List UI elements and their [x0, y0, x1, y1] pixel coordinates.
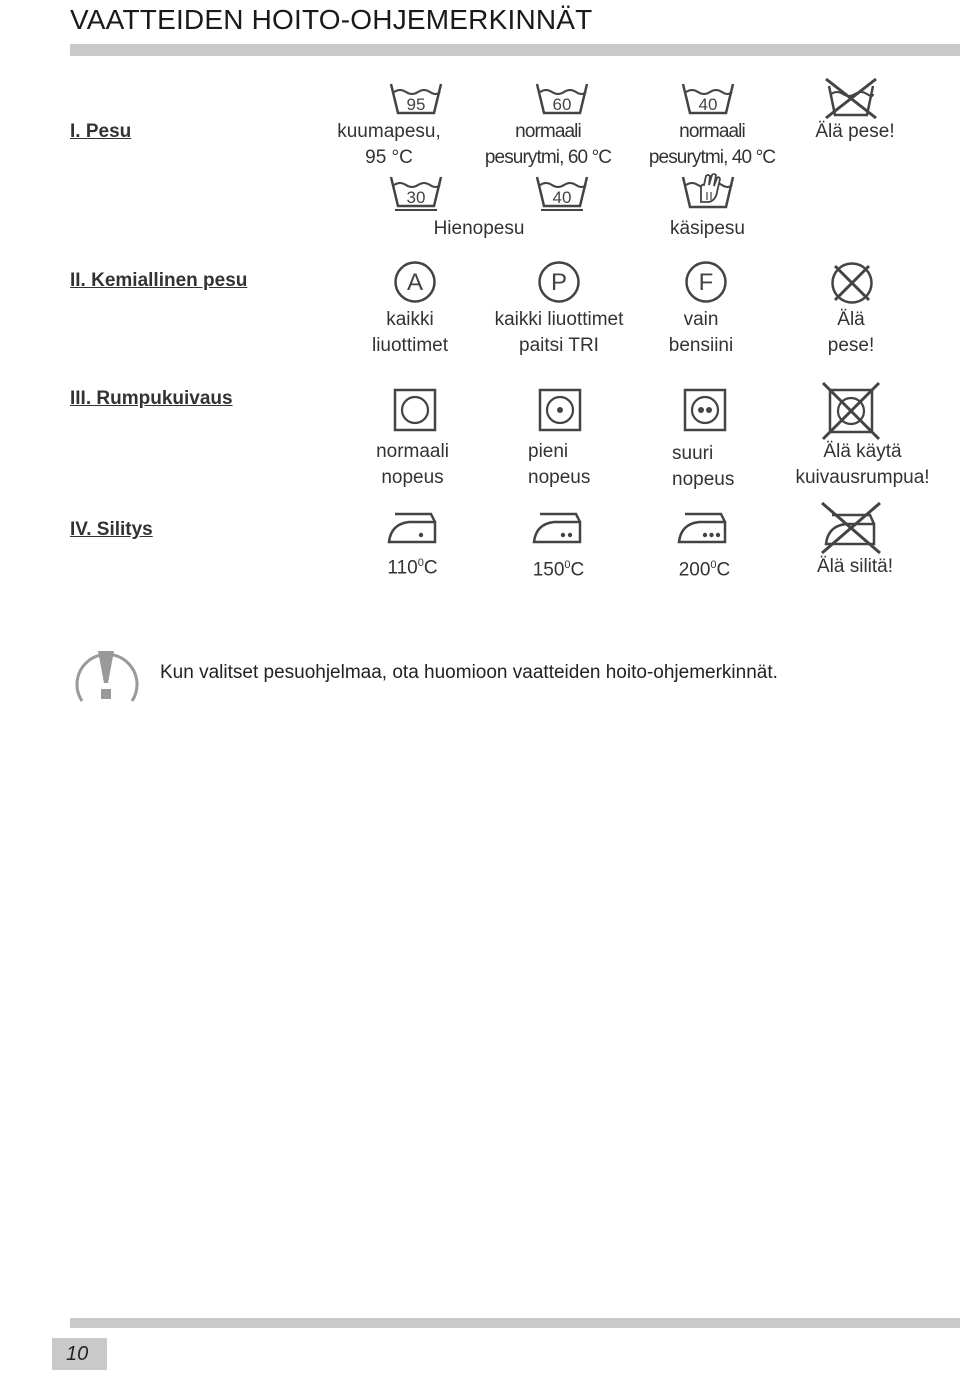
tub-number: 40 — [552, 188, 572, 207]
no-dry-clean-icon — [829, 260, 875, 306]
label-no-wash: Älä pese! — [815, 121, 895, 142]
dry-clean-a-icon — [393, 260, 437, 304]
label-high-speed: suuri nopeus — [672, 443, 735, 490]
no-wash-icon — [822, 76, 880, 120]
label-all-except-tri: kaikki liuottimet paitsi TRI — [494, 309, 624, 356]
label-normal-60: normaali pesurytmi, 60 °C — [484, 121, 612, 168]
hand-wash-icon — [679, 172, 737, 210]
label-no-dry-clean: Älä pese! — [827, 309, 875, 356]
dry-clean-f-icon — [684, 260, 728, 304]
iron-low-icon — [385, 508, 443, 548]
section-heading-pesu: I. Pesu — [70, 121, 132, 142]
label-normal-speed: normaali nopeus — [376, 441, 449, 488]
label-no-iron: Älä silitä! — [816, 556, 894, 577]
wash-tub-40-delicate-icon — [533, 175, 591, 211]
dry-clean-letter: F — [698, 269, 714, 296]
label-hand-wash: käsipesu — [670, 218, 745, 239]
warning-icon — [68, 637, 144, 718]
tub-number: 30 — [406, 188, 426, 207]
label-iron-110: $110^0C$ — [387, 557, 438, 579]
tumble-dry-high-icon — [683, 388, 727, 432]
no-tumble-dry-icon — [820, 380, 882, 442]
label-all-solvents: kaikki liuottimet — [371, 309, 449, 356]
tumble-dry-low-icon — [538, 388, 582, 432]
care-label-notice: Kun valitset pesuohjelmaa, ota huomioon vaatteiden hoito-ohjemerkinnät. — [160, 662, 778, 683]
section-heading-dry-clean: II. Kemiallinen pesu — [70, 270, 248, 291]
no-iron-icon — [818, 500, 884, 556]
footer-rule — [70, 1318, 960, 1328]
dry-clean-letter: P — [550, 269, 568, 296]
iron-medium-icon — [530, 508, 588, 548]
header-rule — [70, 44, 960, 56]
label-iron-200: $200^0C$ — [678, 559, 731, 581]
label-low-speed: pieni nopeus — [528, 441, 591, 488]
label-delicate: Hienopesu — [433, 218, 525, 239]
wash-tub-95-icon — [387, 82, 445, 116]
section-heading-tumble-dry: III. Rumpukuivaus — [70, 388, 233, 409]
section-heading-ironing: IV. Silitys — [70, 519, 153, 540]
label-hot-wash: kuumapesu, 95 °C — [337, 121, 441, 168]
label-petrol-only: vain bensiini — [668, 309, 734, 356]
tub-number: 60 — [552, 95, 572, 114]
wash-tub-40-icon — [679, 82, 737, 116]
iron-high-icon — [675, 508, 733, 548]
page-number: 10 — [66, 1343, 89, 1365]
dry-clean-letter: A — [406, 269, 424, 296]
page-title: VAATTEIDEN HOITO-OHJEMERKINNÄT — [70, 4, 593, 35]
wash-tub-60-icon — [533, 82, 591, 116]
tumble-dry-normal-icon — [393, 388, 437, 432]
wash-tub-30-icon — [387, 175, 445, 211]
tub-number: 95 — [406, 95, 426, 114]
dry-clean-p-icon — [537, 260, 581, 304]
label-no-tumble-dry: Älä käytä kuivausrumpua! — [795, 441, 930, 488]
label-normal-40: normaali pesurytmi, 40 °C — [648, 121, 776, 168]
tub-number: 40 — [698, 95, 718, 114]
label-iron-150: $150^0C$ — [532, 559, 585, 581]
